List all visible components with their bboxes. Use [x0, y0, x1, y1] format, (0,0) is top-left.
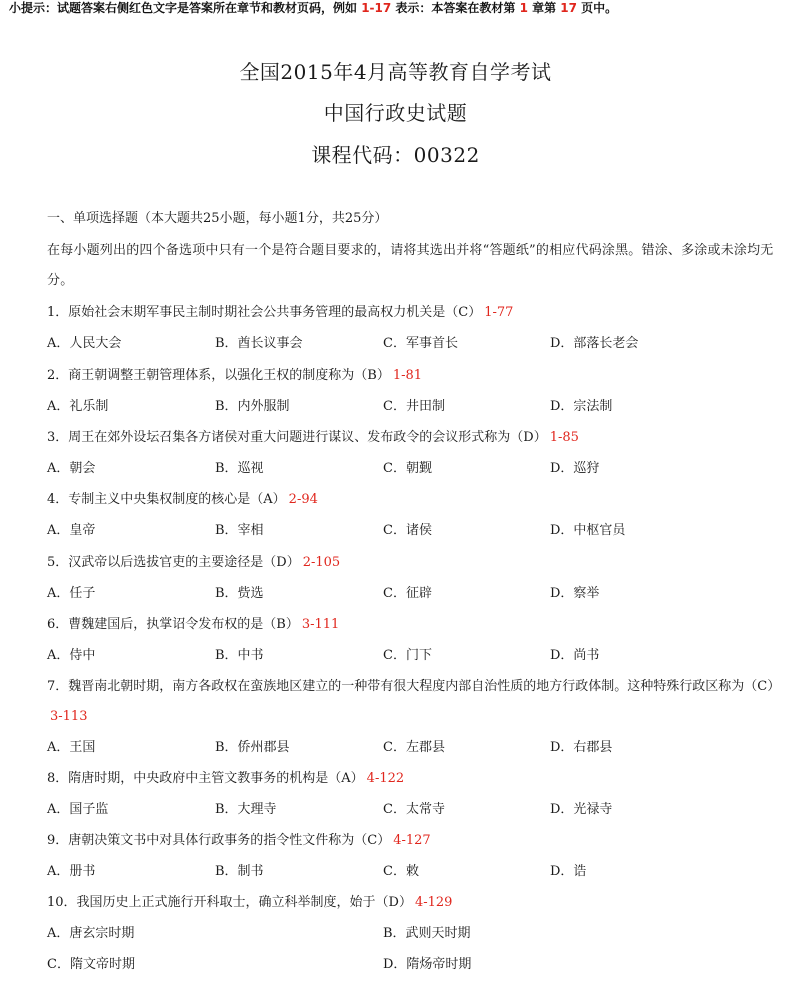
option-c: C．敕 — [383, 864, 419, 879]
options-8 — [47, 800, 779, 820]
hint-prefix: 小提示：试题答案右侧红色文字是答案所在章节和教材页码，例如 — [9, 1, 362, 15]
options-6 — [47, 646, 779, 666]
option-a: A．人民大会 — [47, 336, 122, 351]
option-c: C．左郡县 — [383, 740, 445, 755]
question-text: 7．魏晋南北朝时期，南方各政权在蛮族地区建立的一种带有很大程度内部自治性质的地方行政体制。这种特殊行政区称为（C） — [47, 679, 781, 694]
question-1 — [47, 303, 779, 323]
answer-ref: 3-111 — [301, 617, 340, 632]
hint-example-ref: 1-17 — [361, 1, 392, 15]
option-c: C．门下 — [383, 648, 432, 663]
option-b: B．中书 — [215, 648, 264, 663]
answer-ref: 4-127 — [393, 833, 431, 848]
hint-chapter: 1 — [519, 1, 528, 15]
question-text: 8．隋唐时期，中央政府中主管文教事务的机构是（A） — [47, 771, 364, 786]
options-1 — [47, 334, 779, 354]
options-5 — [47, 584, 779, 604]
question-text: 10．我国历史上正式施行开科取士，确立科举制度，始于（D） — [47, 895, 412, 910]
option-c: C．井田制 — [383, 399, 445, 414]
question-3 — [47, 428, 779, 448]
subject-title: 中国行政史试题 — [323, 101, 468, 125]
option-d: D．光禄寺 — [550, 802, 613, 817]
option-d: D．宗法制 — [550, 399, 613, 414]
option-b: B．制书 — [215, 864, 264, 879]
option-c: C．太常寺 — [383, 802, 445, 817]
option-d: D．诰 — [550, 864, 587, 879]
question-text: 9．唐朝决策文书中对具体行政事务的指令性文件称为（C） — [47, 833, 391, 848]
question-text: 1．原始社会末期军事民主制时期社会公共事务管理的最高权力机关是（C） — [47, 305, 482, 320]
option-a: A．册书 — [47, 864, 96, 879]
options-3 — [47, 459, 779, 479]
question-8 — [47, 769, 779, 789]
hint-suffix: 页中。 — [577, 1, 618, 15]
question-4 — [47, 490, 779, 510]
option-d: D．察举 — [550, 586, 600, 601]
question-text: 5．汉武帝以后选拔官吏的主要途径是（D） — [47, 555, 300, 570]
option-b: B．侨州郡县 — [215, 740, 290, 755]
question-10 — [47, 893, 779, 913]
question-7 — [47, 672, 779, 732]
hint-middle2: 章第 — [527, 1, 561, 15]
option-b: B．武则天时期 — [383, 926, 471, 941]
option-b: B．赀选 — [215, 586, 264, 601]
answer-ref: 1-77 — [484, 305, 514, 320]
options-10-row-2 — [47, 955, 779, 975]
option-a: A．皇帝 — [47, 523, 96, 538]
hint-middle: 表示：本答案在教材第 — [391, 1, 520, 15]
option-b: B．宰相 — [215, 523, 264, 538]
option-d: D．中枢官员 — [550, 523, 626, 538]
option-a: A．侍中 — [47, 648, 96, 663]
exam-title: 全国2015年4月高等教育自学考试 — [239, 60, 552, 84]
option-a: A．国子监 — [47, 802, 109, 817]
answer-ref: 2-94 — [288, 492, 318, 507]
option-c: C．诸侯 — [383, 523, 432, 538]
option-d: D．右郡县 — [550, 740, 613, 755]
section-heading: 一、单项选择题（本大题共25小题，每小题1分，共25分） — [47, 211, 388, 226]
question-text: 6．曹魏建国后，执掌诏令发布权的是（B） — [47, 617, 299, 632]
option-a: A．礼乐制 — [47, 399, 109, 414]
hint-page: 17 — [560, 1, 577, 15]
option-b: B．酋长议事会 — [215, 336, 303, 351]
option-d: D．隋炀帝时期 — [383, 957, 472, 972]
option-b: B．大理寺 — [215, 802, 277, 817]
answer-ref: 4-122 — [366, 771, 405, 786]
question-9 — [47, 831, 779, 851]
question-2 — [47, 366, 779, 386]
options-10-row-1 — [47, 924, 779, 944]
question-text: 2．商王朝调整王朝管理体系，以强化王权的制度称为（B） — [47, 368, 390, 383]
option-c: C．军事首长 — [383, 336, 458, 351]
option-b: B．内外服制 — [215, 399, 290, 414]
option-d: D．巡狩 — [550, 461, 600, 476]
option-a: A．朝会 — [47, 461, 96, 476]
answer-ref: 1-85 — [549, 430, 579, 445]
course-code: 课程代码：00322 — [311, 143, 480, 167]
options-9 — [47, 862, 779, 882]
option-c: C．朝觐 — [383, 461, 432, 476]
option-d: D．尚书 — [550, 648, 600, 663]
option-a: A．唐玄宗时期 — [47, 926, 135, 941]
options-7 — [47, 738, 779, 758]
answer-ref: 1-81 — [392, 368, 423, 383]
options-2 — [47, 397, 779, 417]
question-6 — [47, 615, 779, 635]
question-5 — [47, 553, 779, 573]
option-b: B．巡视 — [215, 461, 264, 476]
option-d: D．部落长老会 — [550, 336, 639, 351]
hint-banner — [9, 0, 784, 16]
options-4 — [47, 521, 779, 541]
question-text: 3．周王在郊外设坛召集各方诸侯对重大问题进行谋议、发布政令的会议形式称为（D） — [47, 430, 547, 445]
answer-ref: 4-129 — [414, 895, 453, 910]
option-a: A．王国 — [47, 740, 96, 755]
question-text: 4．专制主义中央集权制度的核心是（A） — [47, 492, 286, 507]
section-instructions: 在每小题列出的四个备选项中只有一个是符合题目要求的，请将其选出并将“答题纸”的相应代码涂黑。错涂、多涂或未涂均无分。 — [47, 243, 774, 288]
answer-ref: 2-105 — [302, 555, 341, 570]
answer-ref: 3-113 — [50, 709, 88, 724]
option-c: C．征辟 — [383, 586, 432, 601]
option-a: A．任子 — [47, 586, 96, 601]
option-c: C．隋文帝时期 — [47, 957, 135, 972]
